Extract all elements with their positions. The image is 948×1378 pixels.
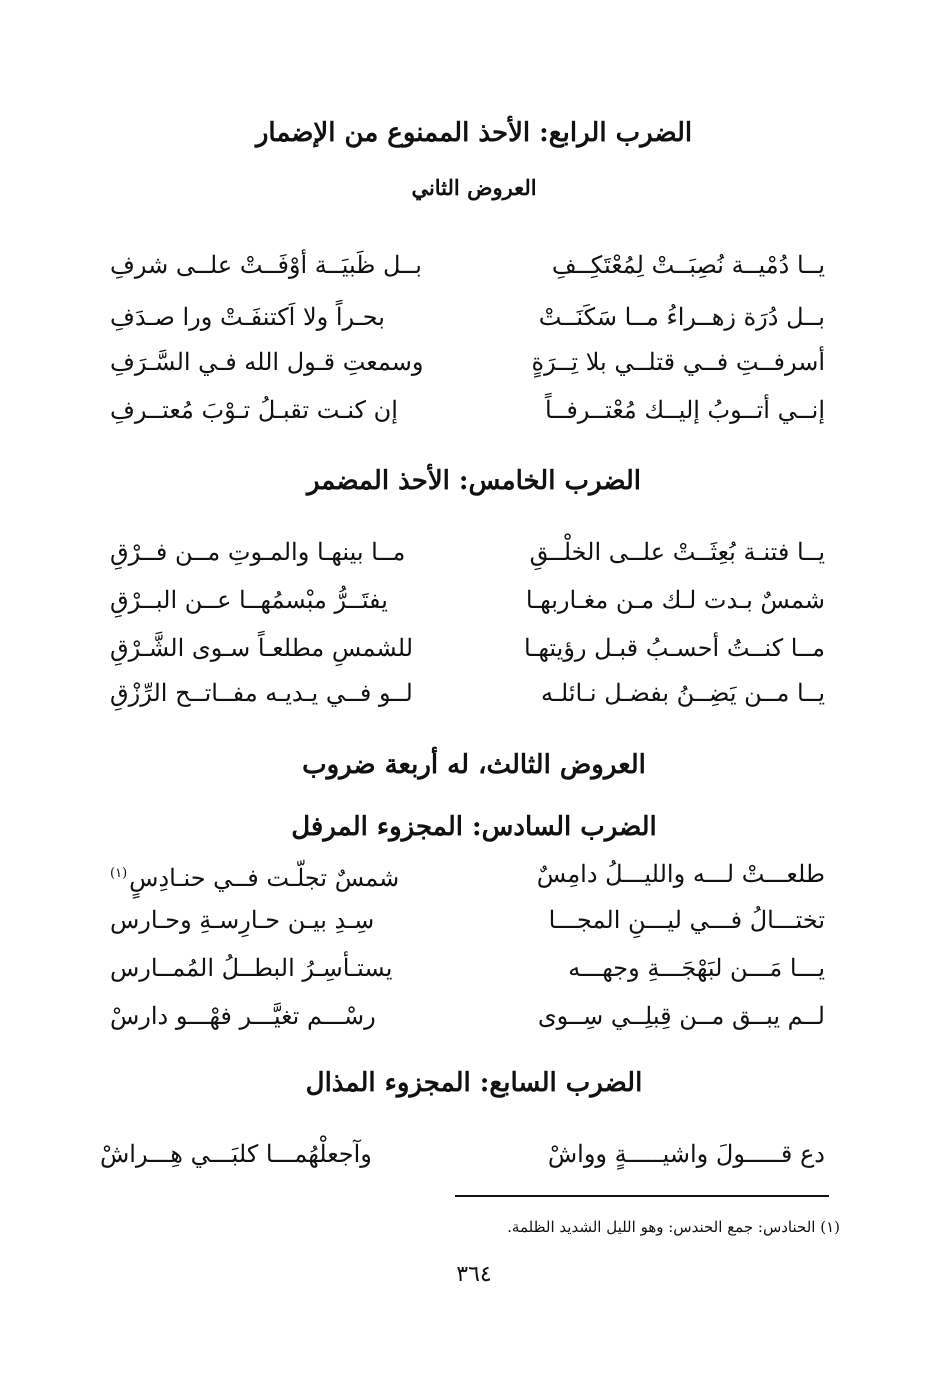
verse-line — [110, 340, 825, 384]
section-heading-7: الضرب السابع: المجزوء المذال — [305, 1068, 643, 1098]
verse-first-hemistich: شمسٌ بـدت لـك مـن مغـاربهـا — [525, 586, 825, 614]
section-heading-6: الضرب السادس: المجزوء المرفل — [291, 812, 657, 842]
verse-line — [110, 852, 825, 896]
verse-first-hemistich: يــا فتنـة بُعِثَــتْ علــى الخلْــقِ — [529, 538, 825, 566]
verse-first-hemistich: أسرفــتِ فــي قتلــي بلا تِــرَةٍ — [531, 348, 825, 376]
subsection-heading-aroud-3: العروض الثالث، له أربعة ضروب — [302, 750, 646, 780]
verse-second-hemistich: يفتَــرُّ مبْسمُهــا عــن البــرْقِ — [110, 586, 388, 614]
verse-first-hemistich: يـــا مَـــن لبَهْجَـــةِ وجهـــه — [568, 954, 825, 982]
verse-line — [110, 295, 825, 339]
verse-second-hemistich: وآجعلْهُمـــا كلبَـــي هِـــراشْ — [100, 1140, 372, 1168]
verse-second-hemistich: مــا بينهـا والمـوتِ مــن فــرْقِ — [110, 538, 406, 566]
verse-first-hemistich: طلعـــتْ لـــه والليـــلُ دامِسٌ — [536, 860, 825, 888]
verse-first-hemistich: لــم يبــق مــن قِبلِــي سِــوى — [537, 1002, 825, 1030]
verse-second-hemistich: للشمسِ مطلعـاً سـوى الشَّـرْقِ — [110, 634, 414, 662]
verse-first-hemistich: مــا كنــتُ أحسـبُ قبـل رؤيتهـا — [524, 634, 825, 662]
verse-second-hemistich: بحـراً ولا اَكتنفَـتْ ورا صـدَفِ — [110, 303, 385, 331]
verse-first-hemistich: إنــي أتــوبُ إليــك مُعْتــرفــاً — [544, 396, 825, 424]
verse-second-hemistich: بــل ظَبيَــة أوْفَــتْ علــى شرفِ — [110, 251, 422, 279]
verse-first-hemistich: تختـــالُ فـــي ليـــنِ المجـــا — [548, 906, 825, 934]
verse-line — [110, 243, 825, 287]
footnote-reference: (١) — [110, 866, 128, 881]
verse-second-hemistich-text: شمسٌ تجلّـت فــي حنـادِسٍ — [129, 864, 400, 892]
verse-first-hemistich: دع قـــــولَ واشيـــــةٍ وواشْ — [547, 1140, 825, 1168]
subsection-heading-aroud-2: العروض الثاني — [411, 175, 537, 200]
verse-line — [110, 626, 825, 670]
verse-second-hemistich — [110, 852, 440, 900]
verse-second-hemistich: رسْـــم تغيَّـــر فهْـــو دارسْ — [110, 1002, 376, 1030]
verse-second-hemistich: إن كنـت تقبـلُ تـوْبَ مُعتــرفِ — [110, 396, 398, 424]
verse-second-hemistich: لــو فــي يـديـه مفــاتــح الرِّزْقِ — [110, 679, 413, 707]
section-heading-4: الضرب الرابع: الأحذ الممنوع من الإضمار — [255, 118, 693, 148]
verse-line — [110, 578, 825, 622]
page-number: ٣٦٤ — [456, 1262, 492, 1287]
verse-second-hemistich: وسمعتِ قـول الله فـي السَّـرَفِ — [110, 348, 424, 376]
verse-second-hemistich: سِـدِ بيـن حـارِسـةِ وحـارس — [110, 906, 375, 934]
verse-first-hemistich: يــا مــن يَضِــنُ بفضـل نـائلـه — [541, 679, 825, 707]
verse-line — [110, 530, 825, 574]
verse-line — [110, 994, 825, 1038]
verse-line — [110, 388, 825, 432]
verse-first-hemistich: بــل دُرَة زهــراءُ مــا سَكَنَــتْ — [538, 303, 825, 331]
footnote: (١) الحنادس: جمع الحندس: وهو الليل الشديد الظلمة. — [507, 1218, 840, 1236]
verse-line — [110, 898, 825, 942]
verse-second-hemistich: يستـأسِـرُ البطــلُ المُمــارس — [110, 954, 393, 982]
section-heading-5: الضرب الخامس: الأحذ المضمر — [306, 466, 642, 496]
verse-line — [110, 671, 825, 715]
footnote-separator — [455, 1195, 829, 1197]
verse-first-hemistich: يــا دُمْيــة نُصِبَــتْ لِمُعْتَكِــفِ — [551, 251, 825, 279]
verse-line — [100, 1132, 825, 1176]
verse-line — [110, 946, 825, 990]
